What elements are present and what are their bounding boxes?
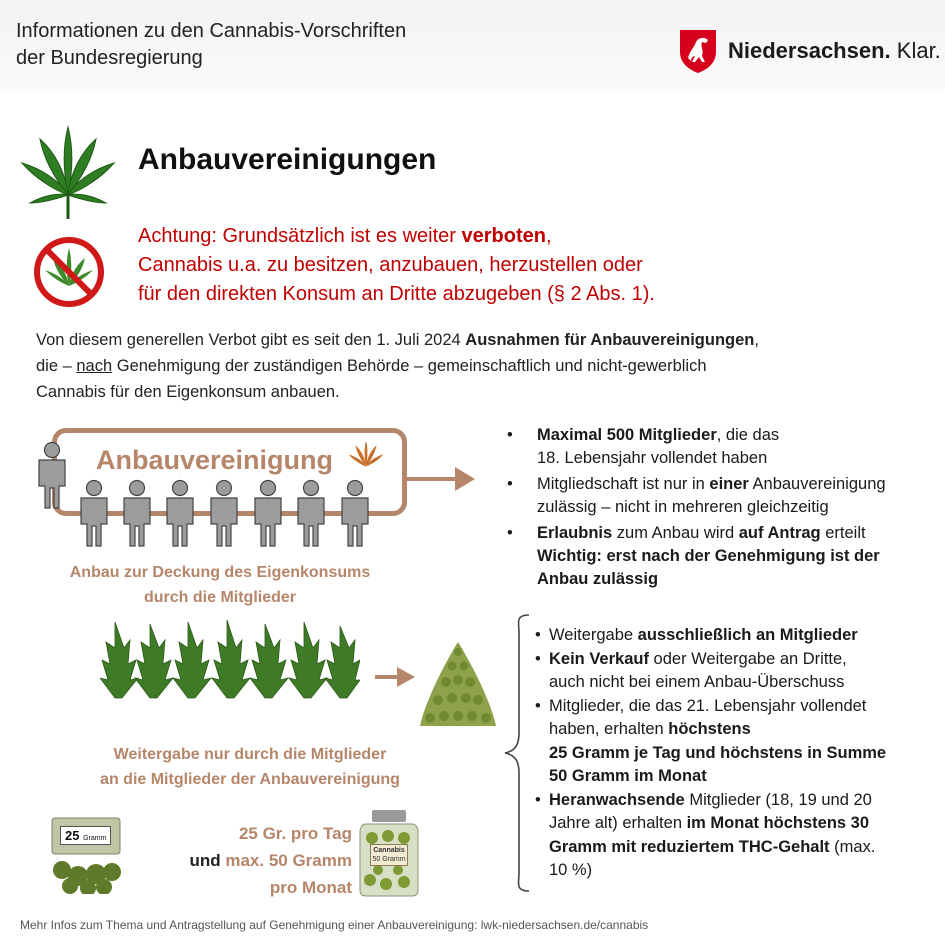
cannabis-buds-pile-icon xyxy=(418,638,498,730)
list-item: • Weitergabe ausschließlich an Mitglieder xyxy=(535,624,925,648)
cannabis-leaf-icon xyxy=(18,125,118,225)
requirements-list xyxy=(507,424,937,594)
list-item: • Kein Verkauf oder Weitergabe an Dritte, auch nicht bei einem Anbau-Überschuss xyxy=(535,648,925,695)
list-item: • Mitglieder, die das 21. Lebensjahr vollendet haben, erhalten höchstens 25 Gramm je Tag und höchstens in Summe 50 Gramm im Monat xyxy=(535,695,925,789)
distribution-rules-list xyxy=(535,624,925,883)
page-title: Anbauvereinigungen xyxy=(138,143,437,176)
list-item: • Erlaubnis zum Anbau wird auf Antrag erteilt Wichtig: erst nach der Genehmigung ist der Anbau zulässig xyxy=(507,522,937,591)
list-item: • Maximal 500 Mitglieder, die das 18. Lebensjahr vollendet haben xyxy=(507,424,937,470)
cannabis-jar-icon: Cannabis 50 Gramm xyxy=(358,808,420,898)
cultivation-caption: Anbau zur Deckung des Eigenkonsums durch die Mitglieder xyxy=(69,564,371,606)
header-title: Informationen zu den Cannabis-Vorschriften der Bundesregierung xyxy=(16,20,407,69)
distribution-caption: Weitergabe nur durch die Mitglieder an die Mitglieder der Anbauvereinigung xyxy=(100,746,400,788)
curly-bracket xyxy=(503,613,531,893)
limits-text: 25 Gr. pro Tag und max. 50 Gramm pro Monat xyxy=(189,824,352,897)
list-item: • Heranwachsende Mitglieder (18, 19 und 20 Jahre alt) erhalten im Monat höchstens 30 Gramm mit reduziertem THC-Gehalt (max. 10 %) xyxy=(535,789,925,883)
horse-shield-icon xyxy=(678,28,718,74)
cannabis-bag-icon: 25 Gramm xyxy=(46,814,126,894)
cannabis-plants-icon xyxy=(100,618,360,700)
warning-text: Achtung: Grundsätzlich ist es weiter verboten, Cannabis u.a. zu besitzen, anzubauen, herzustellen oder für den direkten Konsum an Dritte abzugeben (§ 2 Abs. 1). xyxy=(138,225,655,305)
members-group-icon xyxy=(35,440,375,550)
arrow-line xyxy=(405,477,460,481)
prohibited-cannabis-icon xyxy=(33,236,105,308)
arrow-right-icon xyxy=(397,667,415,687)
arrow-right-icon xyxy=(455,467,475,491)
brand-logo: Niedersachsen. Klar. xyxy=(678,28,941,74)
footer-note: Mehr Infos zum Thema und Antragstellung auf Genehmigung einer Anbauvereinigung: lwk-niedersachsen.de/cannabis xyxy=(20,918,649,932)
intro-paragraph: Von diesem generellen Verbot gibt es seit den 1. Juli 2024 Ausnahmen für Anbauvereinigungen, die – nach Genehmigung der zuständigen Behörde – gemeinschaftlich und nicht-gewerblich Cannabis für den Eigenkonsum anbauen. xyxy=(36,331,759,401)
list-item: • Mitgliedschaft ist nur in einer Anbauvereinigung zulässig – nicht in mehreren gleichzeitig xyxy=(507,473,937,519)
association-label: Anbauvereinigung xyxy=(96,440,385,476)
